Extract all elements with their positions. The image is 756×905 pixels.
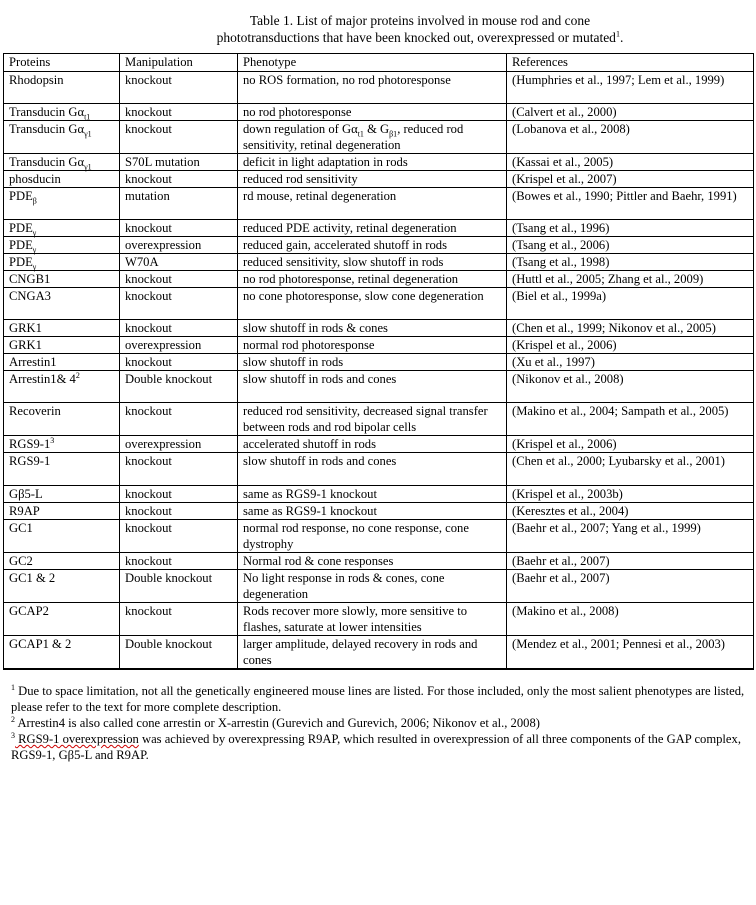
cell-protein — [4, 503, 120, 520]
cell-references — [507, 453, 754, 486]
cell-phenotype — [238, 486, 507, 503]
cell-references — [507, 520, 754, 553]
cell-phenotype — [238, 121, 507, 154]
manipulation-text: S70L mutation — [125, 155, 200, 169]
cell-protein — [4, 104, 120, 121]
cell-protein — [4, 154, 120, 171]
manipulation-text: knockout — [125, 487, 172, 501]
cell-protein — [4, 603, 120, 636]
table-row — [4, 371, 754, 403]
protein-footnote-mark: 3 — [50, 435, 55, 445]
phenotype-text: reduced PDE activity, retinal degeneration — [243, 221, 457, 235]
manipulation-text: W70A — [125, 255, 159, 269]
cell-manipulation — [120, 371, 238, 403]
manipulation-text: mutation — [125, 189, 170, 203]
protein-subscript: γ1 — [84, 129, 92, 139]
phenotype-text: slow shutoff in rods and cones — [243, 372, 397, 386]
cell-manipulation — [120, 237, 238, 254]
table-row — [4, 254, 754, 271]
references-text: (Makino et al., 2008) — [512, 604, 619, 618]
phenotype-text: & G — [363, 122, 390, 136]
cell-protein — [4, 288, 120, 320]
cell-phenotype — [238, 354, 507, 371]
table-row — [4, 337, 754, 354]
references-text: (Krispel et al., 2003b) — [512, 487, 623, 501]
protein-name: GC1 — [9, 521, 33, 535]
manipulation-text: overexpression — [125, 338, 202, 352]
table-row — [4, 453, 754, 486]
phenotype-text: reduced gain, accelerated shutoff in rods — [243, 238, 447, 252]
cell-manipulation — [120, 553, 238, 570]
cell-phenotype — [238, 171, 507, 188]
protein-name: Arrestin1& 4 — [9, 372, 76, 386]
table-row — [4, 553, 754, 570]
cell-manipulation — [120, 436, 238, 453]
protein-name: phosducin — [9, 172, 61, 186]
references-text: (Makino et al., 2004; Sampath et al., 2005) — [512, 404, 729, 418]
cell-references — [507, 354, 754, 371]
cell-phenotype — [238, 288, 507, 320]
protein-name: Recoverin — [9, 404, 61, 418]
protein-name: Transducin Gα — [9, 105, 85, 119]
cell-references — [507, 636, 754, 670]
phenotype-text: reduced rod sensitivity, decreased signal transfer between rods and rod bipolar cells — [243, 404, 488, 434]
references-text: (Krispel et al., 2006) — [512, 437, 617, 451]
manipulation-text: knockout — [125, 355, 172, 369]
table-row — [4, 121, 754, 154]
references-text: (Baehr et al., 2007; Yang et al., 1999) — [512, 521, 701, 535]
cell-protein — [4, 171, 120, 188]
references-text: (Nikonov et al., 2008) — [512, 372, 624, 386]
cell-references — [507, 553, 754, 570]
table-row — [4, 154, 754, 171]
cell-protein — [4, 553, 120, 570]
protein-subscript: γ — [32, 262, 37, 272]
manipulation-text: overexpression — [125, 238, 202, 252]
cell-phenotype — [238, 503, 507, 520]
protein-name: PDE — [9, 221, 33, 235]
table-row — [4, 288, 754, 320]
phenotype-text: larger amplitude, delayed recovery in rods and cones — [243, 637, 478, 667]
table-row — [4, 271, 754, 288]
phenotype-subscript: t1 — [357, 129, 364, 139]
table-row — [4, 188, 754, 220]
phenotype-text: down regulation of Gα — [243, 122, 358, 136]
protein-name: GC1 & 2 — [9, 571, 56, 585]
protein-subscript: γ — [32, 245, 37, 255]
cell-protein — [4, 520, 120, 553]
protein-subscript: t1 — [84, 112, 91, 122]
phenotype-text: no rod photoresponse, retinal degeneration — [243, 272, 459, 286]
cell-phenotype — [238, 337, 507, 354]
references-text: (Baehr et al., 2007) — [512, 554, 610, 568]
cell-phenotype — [238, 72, 507, 104]
references-text: (Bowes et al., 1990; Pittler and Baehr, 1991) — [512, 189, 737, 203]
references-text: (Baehr et al., 2007) — [512, 571, 610, 585]
phenotype-text: normal rod response, no cone response, cone dystrophy — [243, 521, 469, 551]
cell-manipulation — [120, 603, 238, 636]
protein-name: CNGA3 — [9, 289, 51, 303]
footnote-1: $^1$ Due to space limitation, not all the genetically engineered mouse lines are listed. For those included, only the most salient phenotypes are listed, please refer to the text for more complete description. — [11, 682, 745, 714]
cell-protein — [4, 453, 120, 486]
references-text: (Xu et al., 1997) — [512, 355, 595, 369]
table-row — [4, 486, 754, 503]
cell-references — [507, 220, 754, 237]
cell-manipulation — [120, 354, 238, 371]
cell-references — [507, 188, 754, 220]
table-caption — [0, 12, 756, 46]
cell-references — [507, 288, 754, 320]
cell-manipulation — [120, 320, 238, 337]
cell-protein — [4, 320, 120, 337]
cell-phenotype — [238, 254, 507, 271]
protein-subscript: γ — [32, 228, 37, 238]
references-text: (Chen et al., 2000; Lyubarsky et al., 2001) — [512, 454, 725, 468]
protein-name: Transducin Gα — [9, 155, 85, 169]
protein-name: RGS9-1 — [9, 437, 51, 451]
cell-manipulation — [120, 188, 238, 220]
cell-references — [507, 403, 754, 436]
protein-name: R9AP — [9, 504, 40, 518]
manipulation-text: knockout — [125, 404, 172, 418]
cell-references — [507, 603, 754, 636]
phenotype-text: Normal rod & cone responses — [243, 554, 394, 568]
table-row — [4, 72, 754, 104]
references-text: (Humphries et al., 1997; Lem et al., 1999) — [512, 73, 725, 87]
cell-protein — [4, 271, 120, 288]
cell-references — [507, 104, 754, 121]
header-proteins: Proteins — [4, 54, 120, 72]
cell-references — [507, 154, 754, 171]
manipulation-text: knockout — [125, 521, 172, 535]
cell-protein — [4, 337, 120, 354]
footnote-3: $^3$ RGS9-1 overexpression was achieved by overexpressing R9AP, which resulted in overexpression of all three components of the GAP complex, RGS9-1, Gβ5-L and R9AP. — [11, 730, 741, 762]
table-row — [4, 403, 754, 436]
cell-manipulation — [120, 486, 238, 503]
table-row — [4, 603, 754, 636]
manipulation-text: knockout — [125, 172, 172, 186]
references-text: (Huttl et al., 2005; Zhang et al., 2009) — [512, 272, 704, 286]
protein-name: GC2 — [9, 554, 33, 568]
protein-name: Gβ5-L — [9, 487, 43, 501]
cell-phenotype — [238, 520, 507, 553]
cell-phenotype — [238, 570, 507, 603]
footnote-2: $^2$ Arrestin4 is also called cone arrestin or X-arrestin (Gurevich and Gurevich, 2006; Nikonov et al., 2008) — [11, 714, 540, 730]
cell-phenotype — [238, 371, 507, 403]
phenotype-text: reduced sensitivity, slow shutoff in rods — [243, 255, 444, 269]
protein-name: GRK1 — [9, 321, 42, 335]
protein-name: CNGB1 — [9, 272, 51, 286]
cell-protein — [4, 570, 120, 603]
manipulation-text: Double knockout — [125, 571, 213, 585]
protein-name: GCAP2 — [9, 604, 49, 618]
table-row — [4, 570, 754, 603]
cell-protein — [4, 237, 120, 254]
references-text: (Keresztes et al., 2004) — [512, 504, 629, 518]
phenotype-text: slow shutoff in rods — [243, 355, 344, 369]
references-text: (Tsang et al., 1998) — [512, 255, 610, 269]
table-row — [4, 320, 754, 337]
cell-manipulation — [120, 271, 238, 288]
cell-phenotype — [238, 453, 507, 486]
cell-protein — [4, 121, 120, 154]
cell-phenotype — [238, 237, 507, 254]
cell-manipulation — [120, 337, 238, 354]
cell-protein — [4, 403, 120, 436]
phenotype-text: Rods recover more slowly, more sensitive to flashes, saturate at lower intensities — [243, 604, 468, 634]
manipulation-text: knockout — [125, 122, 172, 136]
references-text: (Chen et al., 1999; Nikonov et al., 2005) — [512, 321, 716, 335]
manipulation-text: Double knockout — [125, 637, 213, 651]
cell-protein — [4, 486, 120, 503]
cell-protein — [4, 436, 120, 453]
cell-manipulation — [120, 154, 238, 171]
cell-protein — [4, 72, 120, 104]
table-row — [4, 520, 754, 553]
cell-manipulation — [120, 288, 238, 320]
cell-phenotype — [238, 436, 507, 453]
phenotype-text: , reduced rod sensitivity, retinal degeneration — [243, 122, 464, 152]
cell-references — [507, 503, 754, 520]
protein-subscript: β — [32, 196, 37, 206]
protein-subscript: γ1 — [84, 162, 92, 172]
cell-phenotype — [238, 154, 507, 171]
table-row — [4, 354, 754, 371]
cell-protein — [4, 220, 120, 237]
cell-manipulation — [120, 453, 238, 486]
phenotype-text: no cone photoresponse, slow cone degeneration — [243, 289, 484, 303]
protein-name: PDE — [9, 238, 33, 252]
phenotype-text: slow shutoff in rods and cones — [243, 454, 397, 468]
header-phenotype: Phenotype — [238, 54, 507, 72]
table-header-row — [4, 54, 754, 72]
manipulation-text: knockout — [125, 454, 172, 468]
cell-references — [507, 237, 754, 254]
cell-references — [507, 254, 754, 271]
references-text: (Tsang et al., 1996) — [512, 221, 610, 235]
cell-manipulation — [120, 636, 238, 670]
manipulation-text: knockout — [125, 504, 172, 518]
cell-manipulation — [120, 520, 238, 553]
phenotype-text: rd mouse, retinal degeneration — [243, 189, 397, 203]
phenotype-text: slow shutoff in rods & cones — [243, 321, 388, 335]
cell-phenotype — [238, 188, 507, 220]
protein-footnote-mark: 2 — [75, 370, 80, 380]
cell-phenotype — [238, 220, 507, 237]
cell-protein — [4, 254, 120, 271]
cell-manipulation — [120, 104, 238, 121]
phenotype-text: deficit in light adaptation in rods — [243, 155, 408, 169]
references-text: (Tsang et al., 2006) — [512, 238, 610, 252]
protein-name: GRK1 — [9, 338, 42, 352]
cell-manipulation — [120, 570, 238, 603]
phenotype-text: normal rod photoresponse — [243, 338, 375, 352]
manipulation-text: knockout — [125, 604, 172, 618]
cell-manipulation — [120, 121, 238, 154]
cell-phenotype — [238, 636, 507, 670]
cell-manipulation — [120, 403, 238, 436]
protein-name: GCAP1 & 2 — [9, 637, 72, 651]
references-text: (Mendez et al., 2001; Pennesi et al., 2003) — [512, 637, 725, 651]
cell-protein — [4, 188, 120, 220]
header-references: References — [507, 54, 754, 72]
cell-phenotype — [238, 271, 507, 288]
cell-references — [507, 371, 754, 403]
manipulation-text: knockout — [125, 321, 172, 335]
phenotype-text: No light response in rods & cones, cone degeneration — [243, 571, 445, 601]
table-row — [4, 237, 754, 254]
cell-references — [507, 271, 754, 288]
references-text: (Krispel et al., 2006) — [512, 338, 617, 352]
caption-line-2: phototransductions that have been knocked out, overexpressed or mutated$^1$. — [216, 29, 624, 45]
manipulation-text: overexpression — [125, 437, 202, 451]
phenotype-text: same as RGS9-1 knockout — [243, 504, 377, 518]
cell-references — [507, 121, 754, 154]
header-manipulation: Manipulation — [120, 54, 238, 72]
footnotes — [11, 683, 746, 763]
references-text: (Biel et al., 1999a) — [512, 289, 607, 303]
cell-references — [507, 72, 754, 104]
cell-phenotype — [238, 403, 507, 436]
cell-references — [507, 486, 754, 503]
manipulation-text: knockout — [125, 221, 172, 235]
references-text: (Calvert et al., 2000) — [512, 105, 617, 119]
cell-manipulation — [120, 72, 238, 104]
phenotype-text: no ROS formation, no rod photoresponse — [243, 73, 451, 87]
cell-phenotype — [238, 104, 507, 121]
table-row — [4, 503, 754, 520]
cell-references — [507, 436, 754, 453]
phenotype-text: same as RGS9-1 knockout — [243, 487, 377, 501]
cell-manipulation — [120, 171, 238, 188]
proteins-table — [3, 53, 754, 670]
cell-references — [507, 171, 754, 188]
table-body — [4, 72, 754, 670]
protein-name: PDE — [9, 189, 33, 203]
table-row — [4, 220, 754, 237]
protein-name: Rhodopsin — [9, 73, 64, 87]
manipulation-text: knockout — [125, 105, 172, 119]
references-text: (Kassai et al., 2005) — [512, 155, 614, 169]
phenotype-subscript: β1 — [389, 129, 398, 139]
cell-phenotype — [238, 320, 507, 337]
cell-references — [507, 320, 754, 337]
protein-name: RGS9-1 — [9, 454, 51, 468]
cell-manipulation — [120, 503, 238, 520]
manipulation-text: knockout — [125, 73, 172, 87]
manipulation-text: knockout — [125, 554, 172, 568]
table-row — [4, 171, 754, 188]
protein-name: Transducin Gα — [9, 122, 85, 136]
cell-references — [507, 570, 754, 603]
phenotype-text: reduced rod sensitivity — [243, 172, 358, 186]
cell-protein — [4, 371, 120, 403]
caption-line-1: Table 1. List of major proteins involved in mouse rod and cone — [249, 13, 591, 28]
manipulation-text: knockout — [125, 272, 172, 286]
cell-protein — [4, 354, 120, 371]
cell-phenotype — [238, 603, 507, 636]
manipulation-text: knockout — [125, 289, 172, 303]
protein-name: Arrestin1 — [9, 355, 57, 369]
table-row — [4, 436, 754, 453]
manipulation-text: Double knockout — [125, 372, 213, 386]
table-row — [4, 104, 754, 121]
cell-protein — [4, 636, 120, 670]
references-text: (Lobanova et al., 2008) — [512, 122, 630, 136]
phenotype-text: no rod photoresponse — [243, 105, 352, 119]
references-text: (Krispel et al., 2007) — [512, 172, 617, 186]
protein-name: PDE — [9, 255, 33, 269]
cell-references — [507, 337, 754, 354]
cell-manipulation — [120, 220, 238, 237]
phenotype-text: accelerated shutoff in rods — [243, 437, 376, 451]
cell-manipulation — [120, 254, 238, 271]
table-row — [4, 636, 754, 670]
cell-phenotype — [238, 553, 507, 570]
